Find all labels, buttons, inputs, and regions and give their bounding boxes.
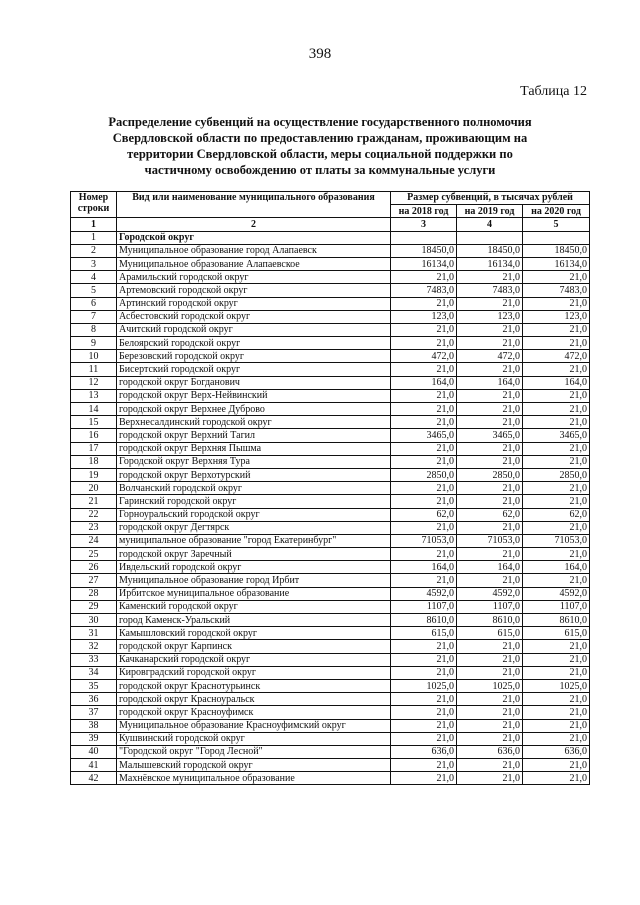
name-cell: Городской округ — [117, 231, 391, 244]
value-2019-cell: 4592,0 — [457, 587, 523, 600]
value-2018-cell: 123,0 — [391, 310, 457, 323]
table-row — [71, 548, 590, 561]
value-2018-cell: 21,0 — [391, 759, 457, 772]
value-2018-cell: 21,0 — [391, 482, 457, 495]
value-2020-cell: 21,0 — [523, 455, 590, 468]
row-number-cell: 33 — [71, 653, 117, 666]
row-number-cell: 2 — [71, 244, 117, 257]
table-row — [71, 666, 590, 679]
value-2018-cell: 21,0 — [391, 574, 457, 587]
table-row — [71, 521, 590, 534]
row-number-cell: 9 — [71, 337, 117, 350]
name-cell: Асбестовский городской округ — [117, 310, 391, 323]
value-2019-cell: 21,0 — [457, 482, 523, 495]
name-cell: муниципальное образование "город Екатеринбург" — [117, 534, 391, 547]
value-2020-cell: 16134,0 — [523, 257, 590, 270]
row-number-cell: 1 — [71, 231, 117, 244]
name-cell: Малышевский городской округ — [117, 759, 391, 772]
title-line: территории Свердловской области, меры социальной поддержки по — [127, 147, 513, 161]
name-cell: городской округ Верхняя Пышма — [117, 442, 391, 455]
row-number-cell: 4 — [71, 271, 117, 284]
header-row-number: Номер строки — [71, 192, 117, 218]
table-row — [71, 640, 590, 653]
table-row — [71, 732, 590, 745]
subsidy-table — [70, 191, 590, 785]
value-2020-cell: 4592,0 — [523, 587, 590, 600]
row-number-cell: 25 — [71, 548, 117, 561]
value-2020-cell: 21,0 — [523, 337, 590, 350]
name-cell: Муниципальное образование город Ирбит — [117, 574, 391, 587]
table-row — [71, 455, 590, 468]
name-cell: городской округ Красноуральск — [117, 693, 391, 706]
name-cell: Артинский городской округ — [117, 297, 391, 310]
value-2018-cell: 21,0 — [391, 323, 457, 336]
title-line: Свердловской области по предоставлению гражданам, проживающим на — [112, 131, 528, 145]
value-2018-cell: 21,0 — [391, 719, 457, 732]
name-cell: Арамильский городской округ — [117, 271, 391, 284]
row-number-cell: 24 — [71, 534, 117, 547]
table-row — [71, 244, 590, 257]
row-number-cell: 38 — [71, 719, 117, 732]
value-2019-cell: 7483,0 — [457, 284, 523, 297]
table-row — [71, 482, 590, 495]
table-row — [71, 706, 590, 719]
value-2018-cell: 21,0 — [391, 693, 457, 706]
value-2019-cell: 123,0 — [457, 310, 523, 323]
title-line: частичному освобождению от платы за коммунальные услуги — [144, 163, 496, 177]
value-2019-cell: 21,0 — [457, 706, 523, 719]
value-2019-cell: 615,0 — [457, 627, 523, 640]
table-row — [71, 627, 590, 640]
value-2019-cell: 3465,0 — [457, 429, 523, 442]
row-number-cell: 8 — [71, 323, 117, 336]
table-row — [71, 693, 590, 706]
row-number-cell: 40 — [71, 745, 117, 758]
value-2018-cell: 21,0 — [391, 442, 457, 455]
value-2018-cell: 615,0 — [391, 627, 457, 640]
name-cell: Березовский городской округ — [117, 350, 391, 363]
value-2018-cell: 21,0 — [391, 653, 457, 666]
row-number-cell: 14 — [71, 403, 117, 416]
table-row — [71, 231, 590, 244]
name-cell: Муниципальное образование город Алапаевск — [117, 244, 391, 257]
value-2019-cell: 21,0 — [457, 666, 523, 679]
name-cell: Качканарский городской округ — [117, 653, 391, 666]
table-row — [71, 495, 590, 508]
value-2019-cell: 21,0 — [457, 759, 523, 772]
value-2018-cell: 71053,0 — [391, 534, 457, 547]
name-cell: Кировградский городской округ — [117, 666, 391, 679]
value-2019-cell: 21,0 — [457, 772, 523, 785]
table-row — [71, 442, 590, 455]
value-2019-cell: 21,0 — [457, 732, 523, 745]
header-name: Вид или наименование муниципального образования — [117, 192, 391, 218]
value-2018-cell: 21,0 — [391, 403, 457, 416]
row-number-cell: 27 — [71, 574, 117, 587]
value-2018-cell: 21,0 — [391, 337, 457, 350]
value-2018-cell: 62,0 — [391, 508, 457, 521]
header-amount: Размер субвенций, в тысячах рублей — [391, 192, 590, 205]
row-number-cell: 26 — [71, 561, 117, 574]
value-2020-cell: 21,0 — [523, 297, 590, 310]
value-2020-cell: 21,0 — [523, 706, 590, 719]
name-cell: Ачитский городской округ — [117, 323, 391, 336]
name-cell: городской округ Красноуфимск — [117, 706, 391, 719]
name-cell: Артемовский городской округ — [117, 284, 391, 297]
value-2019-cell: 21,0 — [457, 271, 523, 284]
table-row — [71, 759, 590, 772]
value-2019-cell: 21,0 — [457, 416, 523, 429]
name-cell: "Городской округ "Город Лесной" — [117, 745, 391, 758]
table-row — [71, 719, 590, 732]
value-2019-cell: 21,0 — [457, 521, 523, 534]
value-2020-cell: 21,0 — [523, 653, 590, 666]
name-cell: Муниципальное образование Алапаевское — [117, 257, 391, 270]
table-row — [71, 350, 590, 363]
value-2018-cell: 21,0 — [391, 640, 457, 653]
table-row — [71, 679, 590, 692]
row-number-cell: 22 — [71, 508, 117, 521]
row-number-cell: 34 — [71, 666, 117, 679]
value-2020-cell: 636,0 — [523, 745, 590, 758]
value-2018-cell: 21,0 — [391, 297, 457, 310]
value-2019-cell — [457, 231, 523, 244]
table-row — [71, 389, 590, 402]
value-2019-cell: 21,0 — [457, 693, 523, 706]
value-2019-cell: 21,0 — [457, 363, 523, 376]
value-2020-cell: 3465,0 — [523, 429, 590, 442]
table-row — [71, 614, 590, 627]
table-body — [71, 231, 590, 785]
value-2019-cell: 1025,0 — [457, 679, 523, 692]
name-cell: городской округ Краснотурьинск — [117, 679, 391, 692]
value-2020-cell: 21,0 — [523, 548, 590, 561]
value-2019-cell: 71053,0 — [457, 534, 523, 547]
value-2018-cell: 18450,0 — [391, 244, 457, 257]
value-2020-cell: 21,0 — [523, 574, 590, 587]
value-2019-cell: 8610,0 — [457, 614, 523, 627]
table-row — [71, 376, 590, 389]
value-2020-cell: 7483,0 — [523, 284, 590, 297]
value-2019-cell: 21,0 — [457, 455, 523, 468]
table-row — [71, 416, 590, 429]
document-title — [70, 114, 570, 178]
value-2019-cell: 18450,0 — [457, 244, 523, 257]
value-2018-cell: 21,0 — [391, 416, 457, 429]
value-2020-cell: 21,0 — [523, 403, 590, 416]
value-2019-cell: 21,0 — [457, 719, 523, 732]
table-row — [71, 284, 590, 297]
value-2019-cell: 164,0 — [457, 561, 523, 574]
value-2018-cell: 21,0 — [391, 772, 457, 785]
value-2019-cell: 2850,0 — [457, 468, 523, 481]
name-cell: городской округ Заречный — [117, 548, 391, 561]
name-cell: Гаринский городской округ — [117, 495, 391, 508]
name-cell: городской округ Карпинск — [117, 640, 391, 653]
value-2018-cell: 21,0 — [391, 732, 457, 745]
name-cell: город Каменск-Уральский — [117, 614, 391, 627]
value-2019-cell: 636,0 — [457, 745, 523, 758]
name-cell: Камышловский городской округ — [117, 627, 391, 640]
value-2019-cell: 21,0 — [457, 442, 523, 455]
column-number: 3 — [391, 218, 457, 231]
value-2020-cell: 21,0 — [523, 759, 590, 772]
value-2020-cell: 62,0 — [523, 508, 590, 521]
row-number-cell: 30 — [71, 614, 117, 627]
value-2020-cell: 21,0 — [523, 666, 590, 679]
table-row — [71, 337, 590, 350]
value-2019-cell: 21,0 — [457, 323, 523, 336]
row-number-cell: 20 — [71, 482, 117, 495]
value-2018-cell: 21,0 — [391, 706, 457, 719]
row-number-cell: 13 — [71, 389, 117, 402]
value-2020-cell: 21,0 — [523, 323, 590, 336]
value-2018-cell: 1107,0 — [391, 600, 457, 613]
value-2018-cell: 636,0 — [391, 745, 457, 758]
name-cell: Ирбитское муниципальное образование — [117, 587, 391, 600]
name-cell: Верхнесалдинский городской округ — [117, 416, 391, 429]
value-2019-cell: 62,0 — [457, 508, 523, 521]
table-row — [71, 403, 590, 416]
value-2020-cell: 8610,0 — [523, 614, 590, 627]
value-2019-cell: 21,0 — [457, 389, 523, 402]
name-cell: Кушвинский городской округ — [117, 732, 391, 745]
value-2018-cell: 8610,0 — [391, 614, 457, 627]
row-number-cell: 10 — [71, 350, 117, 363]
table-row — [71, 297, 590, 310]
table-row — [71, 534, 590, 547]
table-label: Таблица 12 — [520, 84, 587, 99]
table-row — [71, 745, 590, 758]
value-2018-cell: 21,0 — [391, 271, 457, 284]
name-cell: Бисертский городской округ — [117, 363, 391, 376]
value-2020-cell: 21,0 — [523, 389, 590, 402]
table-row — [71, 257, 590, 270]
name-cell: городской округ Верх-Нейвинский — [117, 389, 391, 402]
row-number-cell: 11 — [71, 363, 117, 376]
row-number-cell: 17 — [71, 442, 117, 455]
value-2020-cell: 21,0 — [523, 416, 590, 429]
row-number-cell: 31 — [71, 627, 117, 640]
value-2020-cell: 71053,0 — [523, 534, 590, 547]
name-cell: Муниципальное образование Красноуфимский округ — [117, 719, 391, 732]
row-number-cell: 19 — [71, 468, 117, 481]
name-cell: городской округ Верхотурский — [117, 468, 391, 481]
value-2019-cell: 1107,0 — [457, 600, 523, 613]
value-2020-cell: 21,0 — [523, 693, 590, 706]
value-2020-cell: 21,0 — [523, 482, 590, 495]
value-2018-cell: 4592,0 — [391, 587, 457, 600]
row-number-cell: 39 — [71, 732, 117, 745]
name-cell: городской округ Дегтярск — [117, 521, 391, 534]
value-2018-cell: 1025,0 — [391, 679, 457, 692]
value-2019-cell: 21,0 — [457, 297, 523, 310]
value-2018-cell — [391, 231, 457, 244]
value-2020-cell — [523, 231, 590, 244]
value-2020-cell: 21,0 — [523, 271, 590, 284]
row-number-cell: 6 — [71, 297, 117, 310]
row-number-cell: 23 — [71, 521, 117, 534]
value-2018-cell: 21,0 — [391, 548, 457, 561]
row-number-cell: 7 — [71, 310, 117, 323]
name-cell: Горноуральский городской округ — [117, 508, 391, 521]
value-2018-cell: 3465,0 — [391, 429, 457, 442]
value-2018-cell: 21,0 — [391, 521, 457, 534]
row-number-cell: 12 — [71, 376, 117, 389]
value-2020-cell: 21,0 — [523, 495, 590, 508]
row-number-cell: 5 — [71, 284, 117, 297]
value-2020-cell: 21,0 — [523, 640, 590, 653]
table-row — [71, 271, 590, 284]
value-2019-cell: 21,0 — [457, 495, 523, 508]
value-2018-cell: 7483,0 — [391, 284, 457, 297]
row-number-cell: 21 — [71, 495, 117, 508]
row-number-cell: 32 — [71, 640, 117, 653]
value-2018-cell: 21,0 — [391, 495, 457, 508]
value-2020-cell: 21,0 — [523, 363, 590, 376]
header-year-2018: на 2018 год — [391, 205, 457, 218]
table-row — [71, 772, 590, 785]
value-2019-cell: 21,0 — [457, 640, 523, 653]
table-row — [71, 653, 590, 666]
table-row — [71, 310, 590, 323]
value-2018-cell: 2850,0 — [391, 468, 457, 481]
column-number: 4 — [457, 218, 523, 231]
value-2020-cell: 21,0 — [523, 442, 590, 455]
table-row — [71, 561, 590, 574]
value-2019-cell: 21,0 — [457, 548, 523, 561]
value-2020-cell: 123,0 — [523, 310, 590, 323]
name-cell: Каменский городской округ — [117, 600, 391, 613]
row-number-cell: 15 — [71, 416, 117, 429]
name-cell: Волчанский городской округ — [117, 482, 391, 495]
row-number-cell: 18 — [71, 455, 117, 468]
value-2018-cell: 164,0 — [391, 376, 457, 389]
value-2020-cell: 472,0 — [523, 350, 590, 363]
value-2020-cell: 615,0 — [523, 627, 590, 640]
name-cell: Махнёвское муниципальное образование — [117, 772, 391, 785]
value-2019-cell: 472,0 — [457, 350, 523, 363]
name-cell: Белоярский городской округ — [117, 337, 391, 350]
value-2020-cell: 21,0 — [523, 772, 590, 785]
row-number-cell: 3 — [71, 257, 117, 270]
value-2020-cell: 2850,0 — [523, 468, 590, 481]
value-2018-cell: 21,0 — [391, 389, 457, 402]
value-2019-cell: 21,0 — [457, 574, 523, 587]
value-2020-cell: 164,0 — [523, 376, 590, 389]
table-row — [71, 600, 590, 613]
value-2019-cell: 164,0 — [457, 376, 523, 389]
table-row — [71, 508, 590, 521]
column-number: 2 — [117, 218, 391, 231]
column-number: 1 — [71, 218, 117, 231]
table-row — [71, 574, 590, 587]
row-number-cell: 41 — [71, 759, 117, 772]
name-cell: городской округ Верхнее Дуброво — [117, 403, 391, 416]
value-2020-cell: 21,0 — [523, 732, 590, 745]
value-2018-cell: 16134,0 — [391, 257, 457, 270]
value-2019-cell: 21,0 — [457, 653, 523, 666]
value-2020-cell: 1025,0 — [523, 679, 590, 692]
table-row — [71, 323, 590, 336]
row-number-cell: 37 — [71, 706, 117, 719]
row-number-cell: 35 — [71, 679, 117, 692]
name-cell: городской округ Верхний Тагил — [117, 429, 391, 442]
value-2018-cell: 21,0 — [391, 666, 457, 679]
header-year-2020: на 2020 год — [523, 205, 590, 218]
row-number-cell: 16 — [71, 429, 117, 442]
table-row — [71, 587, 590, 600]
value-2019-cell: 21,0 — [457, 403, 523, 416]
value-2018-cell: 21,0 — [391, 455, 457, 468]
row-number-cell: 29 — [71, 600, 117, 613]
page-number: 398 — [308, 46, 332, 62]
value-2018-cell: 164,0 — [391, 561, 457, 574]
value-2020-cell: 18450,0 — [523, 244, 590, 257]
name-cell: Ивдельский городской округ — [117, 561, 391, 574]
name-cell: Городской округ Верхняя Тура — [117, 455, 391, 468]
value-2018-cell: 472,0 — [391, 350, 457, 363]
table-row — [71, 363, 590, 376]
value-2020-cell: 21,0 — [523, 719, 590, 732]
value-2020-cell: 21,0 — [523, 521, 590, 534]
value-2019-cell: 16134,0 — [457, 257, 523, 270]
value-2018-cell: 21,0 — [391, 363, 457, 376]
row-number-cell: 28 — [71, 587, 117, 600]
column-number: 5 — [523, 218, 590, 231]
name-cell: городской округ Богданович — [117, 376, 391, 389]
header-year-2019: на 2019 год — [457, 205, 523, 218]
value-2019-cell: 21,0 — [457, 337, 523, 350]
table-row — [71, 468, 590, 481]
row-number-cell: 36 — [71, 693, 117, 706]
value-2020-cell: 1107,0 — [523, 600, 590, 613]
table-row — [71, 429, 590, 442]
title-line: Распределение субвенций на осуществление государственного полномочия — [108, 115, 532, 129]
value-2020-cell: 164,0 — [523, 561, 590, 574]
row-number-cell: 42 — [71, 772, 117, 785]
